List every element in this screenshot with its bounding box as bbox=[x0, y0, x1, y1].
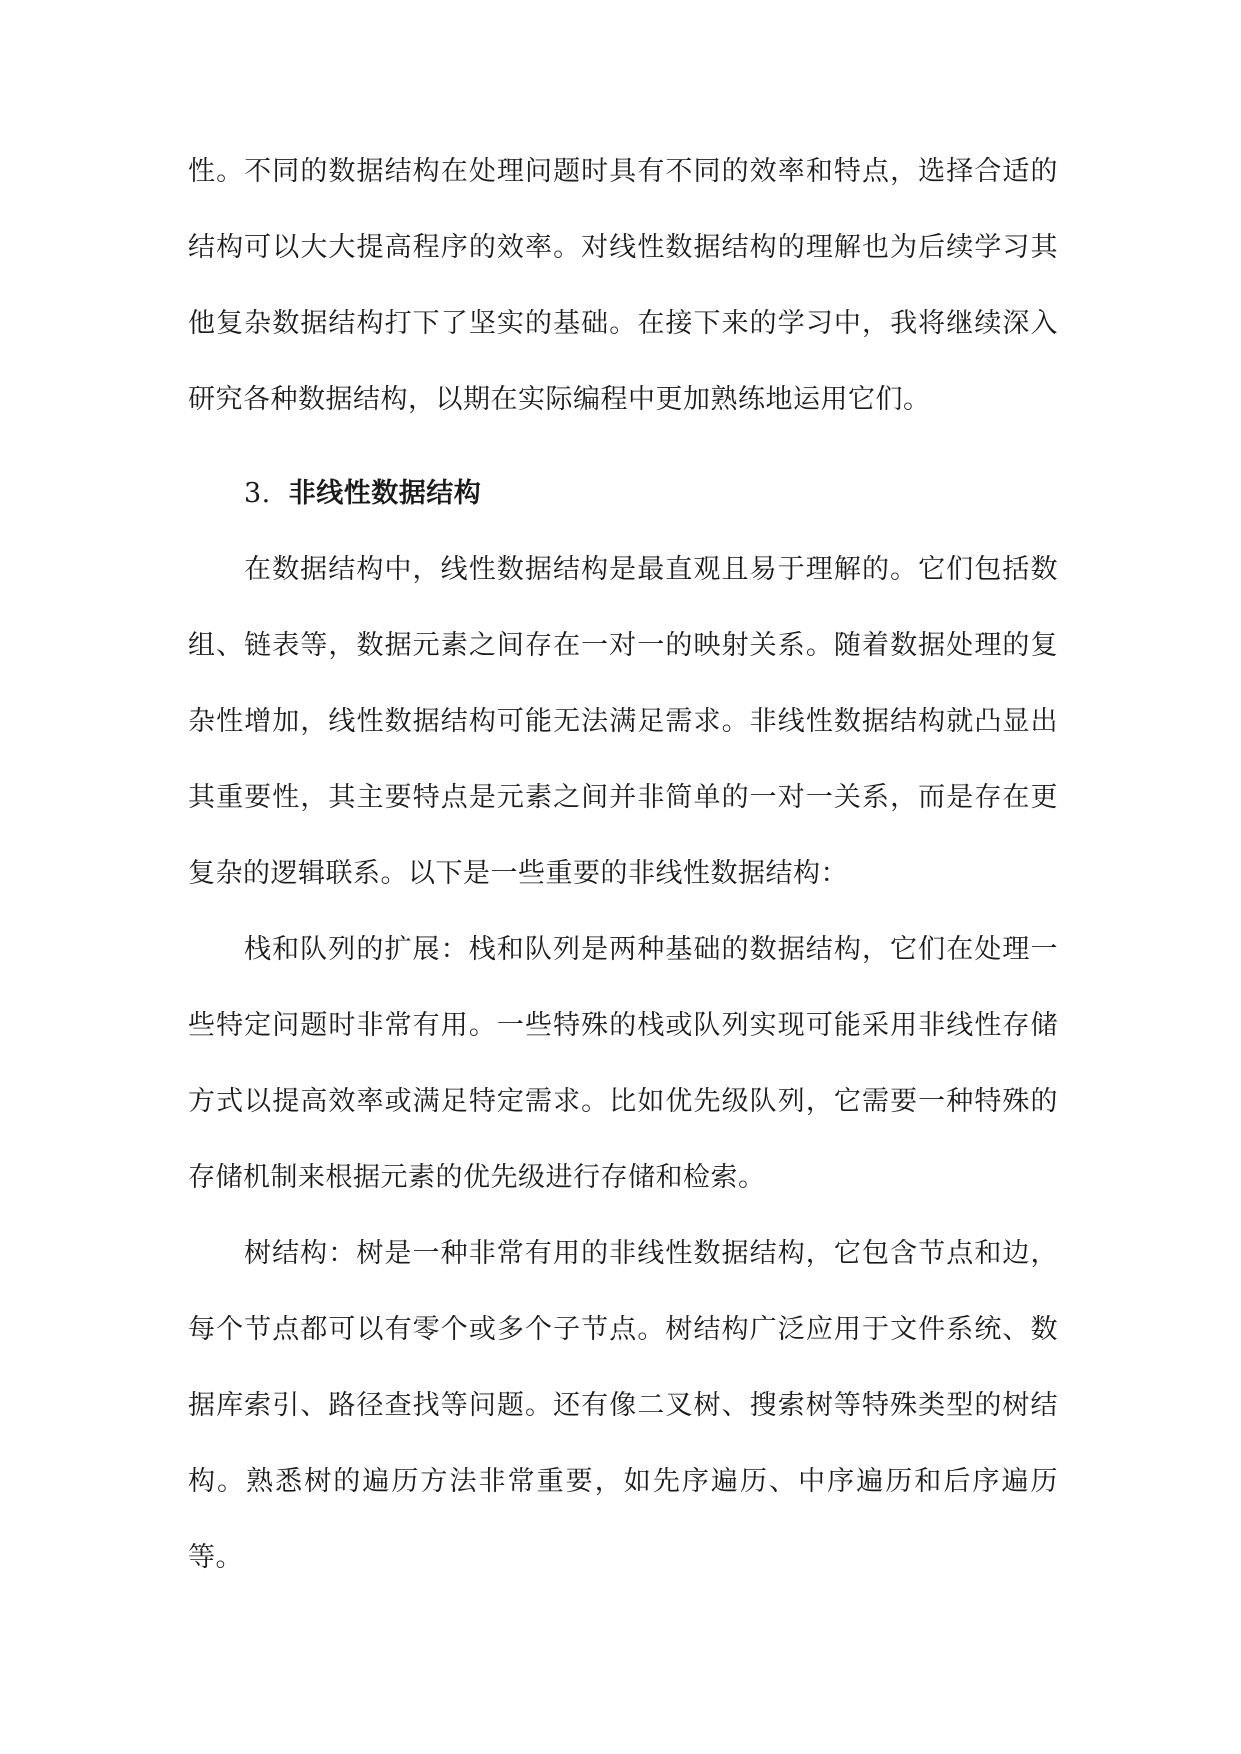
section-heading bbox=[188, 456, 1058, 532]
paragraph-intro: 在数据结构中，线性数据结构是最直观且易于理解的。它们包括数组、链表等，数据元素之间存在一对一的映射关系。随着数据处理的复杂性增加，线性数据结构可能无法满足需求。非线性数据结构就凸显出其重要性，其主要特点是元素之间并非简单的一对一关系，而是存在更复杂的逻辑联系。以下是一些重要的非线性数据结构： bbox=[188, 554, 1058, 889]
paragraph-stack-queue: 栈和队列的扩展：栈和队列是两种基础的数据结构，它们在处理一些特定问题时非常有用。一些特殊的栈或队列实现可能采用非线性存储方式以提高效率或满足特定需求。比如优先级队列，它需要一种特殊的存储机制来根据元素的优先级进行存储和检索。 bbox=[188, 934, 1058, 1193]
section-number: 3. bbox=[244, 478, 271, 509]
paragraph-tree: 树结构：树是一种非常有用的非线性数据结构，它包含节点和边，每个节点都可以有零个或多个子节点。树结构广泛应用于文件系统、数据库索引、路径查找等问题。还有像二叉树、搜索树等特殊类型的树结构。熟悉树的遍历方法非常重要，如先序遍历、中序遍历和后序遍历等。 bbox=[188, 1238, 1058, 1573]
section-title: 非线性数据结构 bbox=[288, 478, 482, 509]
document-body bbox=[188, 134, 1058, 1596]
continued-paragraph: 性。不同的数据结构在处理问题时具有不同的效率和特点，选择合适的结构可以大大提高程序的效率。对线性数据结构的理解也为后续学习其他复杂数据结构打下了坚实的基础。在接下来的学习中，我将继续深入研究各种数据结构，以期在实际编程中更加熟练地运用它们。 bbox=[188, 156, 1058, 415]
